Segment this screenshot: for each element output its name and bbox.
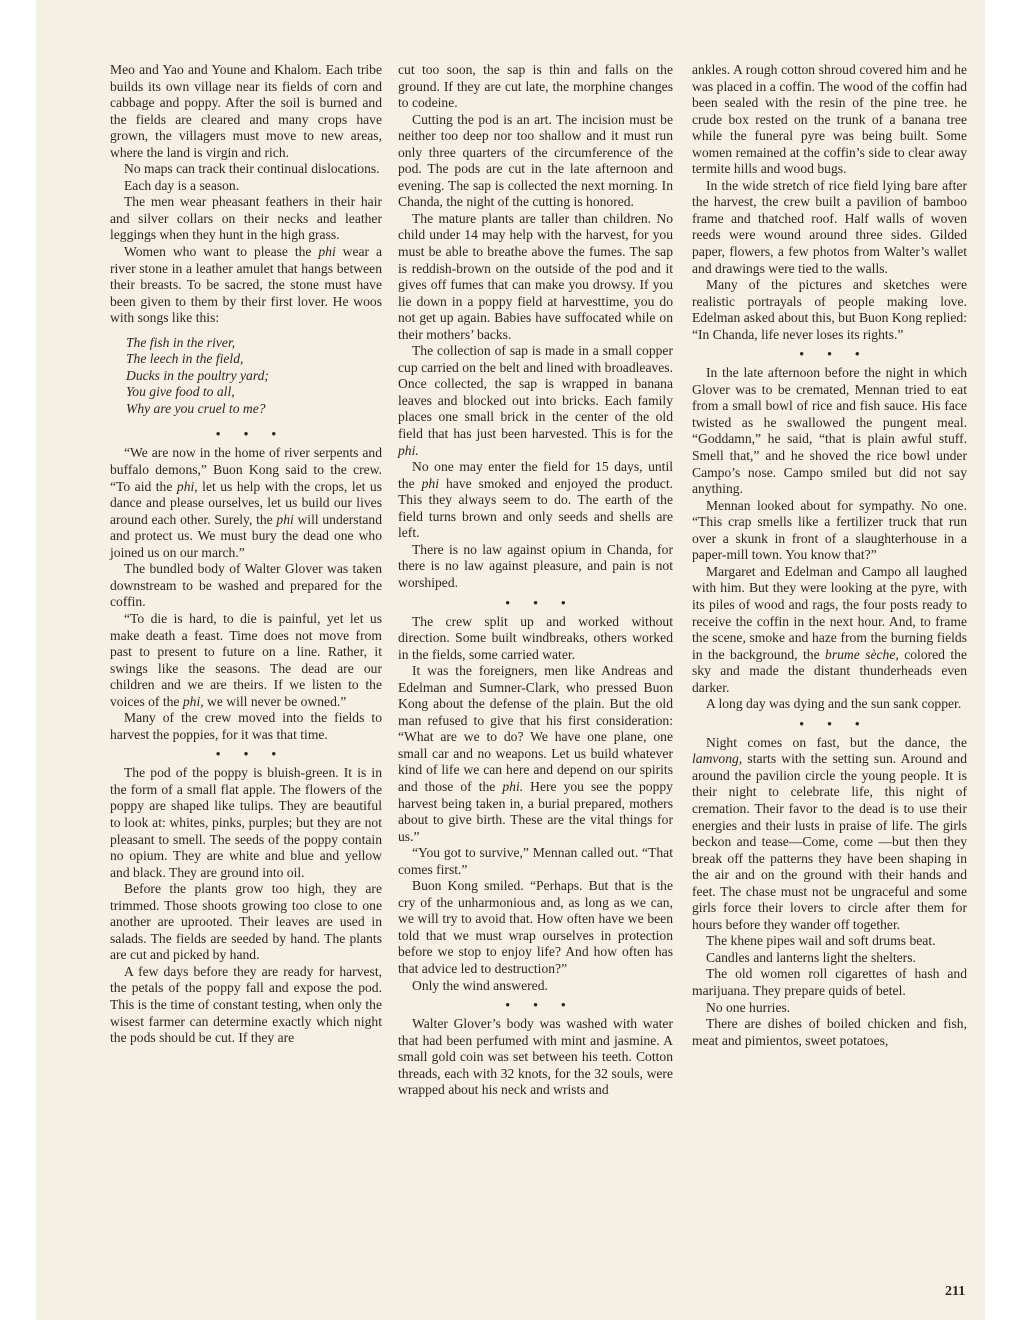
paragraph: No one hurries. bbox=[706, 999, 791, 1015]
paragraph: Many of the pictures and sketches were realistic portrayals of people making love. Edelman asked about this, but Buon Kong replied: “In Chanda, life never loses its rights.” bbox=[692, 277, 967, 342]
paragraph: There are dishes of boiled chicken and fish, meat and pimientos, sweet potatoes, bbox=[692, 1016, 967, 1048]
paragraph: Women who want to please the phi wear a river stone in a leather amulet that hangs between their breasts. To be sacred, the stone must have been given to them by their first lover. He woos with songs like this: bbox=[110, 244, 382, 326]
paragraph: There is no law against opium in Chanda, for there is no law against pleasure, and pain is not worshiped. bbox=[398, 541, 673, 590]
paragraph: The collection of sap is made in a small copper cup carried on the belt and lined with broadleaves. Once collected, the sap is wrapped in banana leaves and blocked out into bricks. Each family places one small brick in the center of the old field that has just been harvested. This is for the phi. bbox=[398, 343, 673, 458]
section-break: • • • bbox=[215, 426, 287, 442]
poem-line: The fish in the river, bbox=[126, 334, 236, 350]
poem bbox=[126, 335, 382, 418]
paragraph: The men wear pheasant feathers in their hair and silver collars on their necks and leather leggings when they hunt in the high grass. bbox=[110, 194, 382, 243]
paragraph: In the late afternoon before the night in which Glover was to be cremated, Mennan tried to eat from a small bowl of rice and fish sauce. His face twisted as he swallowed the pungent meal. “Goddamn,” he said, “that is plain awful stuff. Smell that,” and he shoved the rice bowl under Campo’s nose. Campo smiled but did not say anything. bbox=[692, 365, 967, 497]
paragraph: Margaret and Edelman and Campo all laughed with him. But they were looking at the pyre, with its piles of wood and rags, the four posts ready to receive the coffin in the next hour. And, to frame the scene, smoke and haze from the burning fields in the background, the brume sèche, colored the sky and made the distant thunderheads even darker. bbox=[692, 563, 968, 695]
section-break: • • • bbox=[799, 715, 870, 731]
paragraph: The bundled body of Walter Glover was taken downstream to be washed and prepared for the coffin. bbox=[110, 561, 382, 610]
paragraph: “To die is hard, to die is painful, yet let us make death a feast. Time does not move from past to present to future on a line. Rather, it swings like the seasons. The dead are our children and we are theirs. If we listen to the voices of the phi, we will never be owned.” bbox=[110, 610, 382, 709]
magazine-page bbox=[36, 0, 985, 1320]
paragraph: A long day was dying and the sun sank copper. bbox=[706, 696, 962, 712]
text-column-1 bbox=[110, 62, 382, 1047]
section-break: • • • bbox=[505, 594, 576, 610]
paragraph: “You got to survive,” Mennan called out. “That comes first.” bbox=[398, 845, 673, 877]
paragraph: Only the wind answered. bbox=[412, 977, 548, 993]
paragraph: In the wide stretch of rice field lying bare after the harvest, the crew built a pavilion of bamboo frame and thatched roof. Half walls of woven reeds were wound around three sides. Gilded paper, flowers, a few photos from Walter’s wallet and drawings were tied to the walls. bbox=[692, 177, 967, 276]
paragraph: Night comes on fast, but the dance, the lamvong, starts with the setting sun. Around and around the pavilion circle the young people. It is their night to celebrate life, this night of cremation. Their favor to the dead is to use their energies and their lusts in praise of life. The girls beckon and tease—Come, come —but then they break off the patterns they have been shaping in the air and on the ground with their hands and feet. The chase must not be ungraceful and some girls force their lovers to circle after them for hours before they wander off together. bbox=[692, 734, 967, 932]
paragraph: The pod of the poppy is bluish-green. It is in the form of a small flat apple. The flowers of the poppy are shaped like tulips. They are beautiful to look at: whites, pinks, purples; but they are not pleasant to smell. The seeds of the poppy contain no opium. They are white and blue and yellow and black. They are ground into oil. bbox=[110, 765, 382, 880]
paragraph: A few days before they are ready for harvest, the petals of the poppy fall and expose the pod. This is the time of constant testing, when only the wisest farmer can determine exactly which night the pods should be cut. If they are bbox=[110, 963, 382, 1046]
paragraph: It was the foreigners, men like Andreas and Edelman and Sumner-Clark, who pressed Buon Kong about the defense of the plain. But the old man refused to give that his first consideration: “What are we to do? We have one plane, one small car and no weapons. Let us build whatever kind of life we can here and depend on our spirits and those of the phi. Here you see the poppy harvest being taken in, a burial prepared, mothers about to give birth. These are the vital things for us.” bbox=[398, 663, 673, 844]
paragraph: The khene pipes wail and soft drums beat. bbox=[706, 933, 936, 949]
paragraph: No maps can track their continual dislocations. bbox=[124, 161, 380, 177]
text-column-2 bbox=[398, 62, 673, 1099]
poem-line: You give food to all, bbox=[126, 384, 235, 400]
paragraph: Each day is a season. bbox=[124, 177, 240, 193]
paragraph: Walter Glover’s body was washed with water that had been perfumed with mint and jasmine. A small gold coin was set between his teeth. Cotton threads, each with 32 knots, for the 32 souls, were wrapped about his neck and wrists and bbox=[398, 1016, 673, 1098]
paragraph: Buon Kong smiled. “Perhaps. But that is the cry of the unharmonious and, as long as we can, we will try to avoid that. How often have we been told that we must wrap ourselves in protection before we stop to enjoy life? And how often has that advice led to destruction?” bbox=[398, 878, 673, 976]
poem-line: The leech in the field, bbox=[126, 351, 244, 367]
paragraph: The crew split up and worked without direction. Some built windbreaks, others worked in the fields, some carried water. bbox=[398, 613, 673, 662]
poem-line: Ducks in the poultry yard; bbox=[126, 367, 269, 383]
page-number: 211 bbox=[945, 1284, 966, 1299]
paragraph: cut too soon, the sap is thin and falls on the ground. If they are cut late, the morphine changes to codeine. bbox=[398, 62, 673, 111]
paragraph: Candles and lanterns light the shelters. bbox=[706, 949, 916, 965]
paragraph: The old women roll cigarettes of hash and marijuana. They prepare quids of betel. bbox=[692, 966, 967, 998]
paragraph: ankles. A rough cotton shroud covered him and he was placed in a coffin. The wood of the coffin had been sealed with the resin of the pine tree. he crude box rested on the trunk of a banana tree while the funeral pyre was being built. Some women remained at the coffin’s side to clear away termite hills and wood bugs. bbox=[692, 62, 967, 177]
paragraph: Cutting the pod is an art. The incision must be neither too deep nor too shallow and it must run only three quarters of the circumference of the pod. The pods are cut in the late afternoon and evening. The sap is collected the next morning. In Chanda, the night of the cutting is honored. bbox=[398, 111, 673, 210]
paragraph: Meo and Yao and Youne and Khalom. Each tribe builds its own village near its fields of corn and cabbage and poppy. After the soil is burned and the fields are cleared and many crops have grown, the villagers must move to new areas, where the land is virgin and rich. bbox=[110, 62, 382, 160]
paragraph: Before the plants grow too high, they are trimmed. Those shoots growing too close to one another are uprooted. Their leaves are used in salads. The fields are seeded by hand. The plants are cut and picked by hand. bbox=[110, 881, 382, 963]
paragraph: “We are now in the home of river serpents and buffalo demons,” Buon Kong said to the crew. “To aid the phi, let us help with the crops, let us dance and please ourselves, let us build our lives around each other. Surely, the phi will understand and protect us. We must bury the dead one who joined us on our march.” bbox=[110, 445, 382, 560]
poem-line: Why are you cruel to me? bbox=[126, 400, 266, 416]
section-break: • • • bbox=[799, 346, 870, 362]
section-break: • • • bbox=[215, 746, 287, 762]
section-break: • • • bbox=[505, 997, 576, 1013]
paragraph: Mennan looked about for sympathy. No one. “This crap smells like a fertilizer truck that run over a skunk in front of a slaughterhouse in a paper-mill town. You know that?” bbox=[692, 497, 967, 563]
paragraph: Many of the crew moved into the fields to harvest the poppies, for it was that time. bbox=[110, 710, 382, 742]
text-column-3 bbox=[692, 62, 967, 1049]
paragraph: No one may enter the field for 15 days, until the phi have smoked and enjoyed the product. This they always seem to do. The earth of the field turns brown and only seeds and shells are left. bbox=[398, 459, 673, 541]
paragraph: The mature plants are taller than children. No child under 14 may help with the harvest, for you must be able to breathe above the fumes. The sap is reddish-brown on the outside of the pod and it gives off fumes that can make you drowsy. If you lie down in a poppy field at harvesttime, you do not get up again. Babies have suffocated while on their mothers’ backs. bbox=[398, 210, 673, 342]
